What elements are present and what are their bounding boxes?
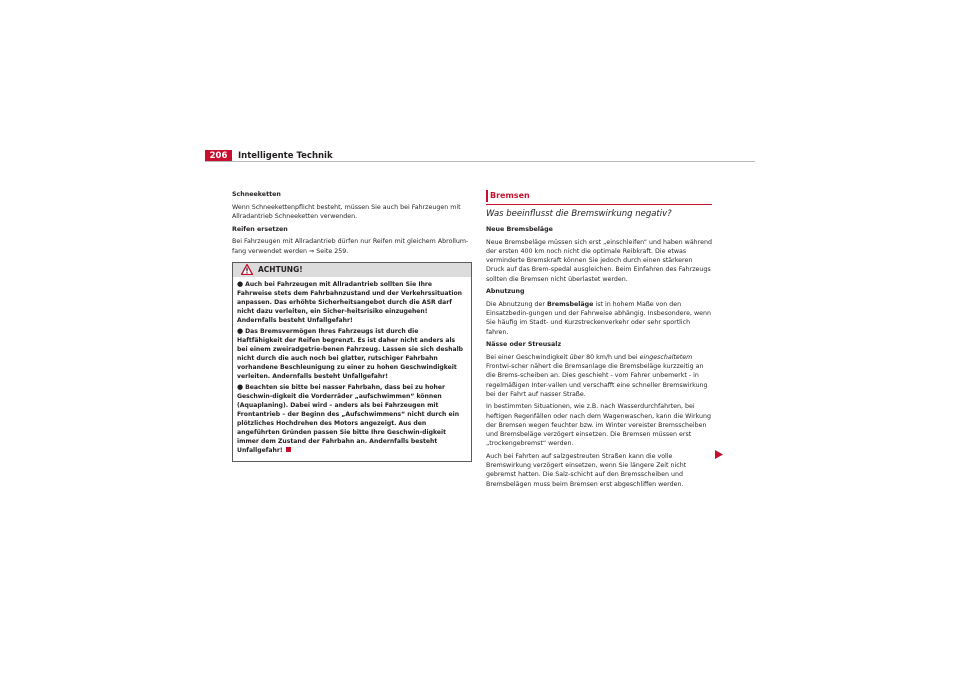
text-schneeketten: Wenn Schneekettenpflicht besteht, müssen Sie auch bei Fahrzeugen mit Allradantrieb Schneeketten verwenden.: [232, 203, 461, 220]
section-tab: [486, 190, 488, 202]
warning-title: ACHTUNG!: [258, 264, 303, 274]
chapter-title: Intelligente Technik: [238, 151, 333, 161]
text-fragment: 80 km/h und bei: [584, 353, 640, 361]
warning-header: [233, 263, 471, 277]
text-emphasis: über: [569, 353, 585, 361]
next-page-arrow-icon: [715, 450, 723, 459]
warning-item: [237, 383, 465, 455]
text-emphasis: eingeschaltetem: [639, 353, 693, 361]
header-rule: [205, 161, 755, 162]
bullet-icon: ●: [237, 326, 244, 335]
text-situationen: In bestimmten Situationen, wie z.B. nach Wasserdurchfahrten, bei heftigen Regenfällen oder nach dem Wagenwaschen, kann die Wirkung der Bremsen wegen feuchter bzw. im Winter vereister Bremsscheiben und Bremsbeläge verzögert einsetzen. Die Bremsen müssen erst „trockengebremst“ werden.: [486, 403, 711, 448]
warning-triangle-icon: [241, 264, 253, 275]
warning-item: [237, 280, 465, 325]
warning-item-text: Beachten sie bitte bei nasser Fahrbahn, dass bei zu hoher Geschwin-digkeit die Vorderräder „aufschwimmen“ können (Aquaplaning). Dabei wird – anders als bei Fahrzeugen mit Frontantrieb – der Beginn des „Aufschwimmens“ nicht durch ein plötzliches Hochdrehen des Motors angezeigt. Aus den angeführten Gründen passen Sie bitte Ihre Geschwin-digkeit immer dem Zustand der Fahrbahn an. Andernfalls besteht Unfallgefahr!: [237, 383, 460, 454]
section-end-marker-icon: [286, 447, 291, 452]
warning-item-text: Auch bei Fahrzeugen mit Allradantrieb sollten Sie Ihre Fahrweise stets dem Fahrbahnzustand und der Verkehrssituation anpassen. Das erhöhte Sicherheitsangebot durch die ASR darf nicht dazu verleiten, ein Sicher-heitsrisiko einzugehen! Andernfalls besteht Unfallgefahr!: [237, 280, 462, 324]
section-question: Was beeinflusst die Bremswirkung negativ?: [486, 209, 672, 219]
warning-box: [232, 262, 472, 462]
heading-schneeketten: Schneeketten: [232, 191, 281, 198]
text-naesse: [486, 353, 712, 399]
text-emphasis: Bremsbeläge: [546, 300, 594, 308]
text-fragment: ist in hohem Maße von den Einsatzbedin-gungen und der Fahrweise abhängig. Insbesondere, wenn Sie häufig im Stadt- und Kurzstreckenverkehr oder sehr sportlich fahren.: [486, 300, 711, 336]
bullet-icon: ●: [237, 382, 244, 391]
section-header: [486, 190, 712, 205]
text-fragment: Bei einer Geschwindigkeit: [486, 353, 570, 361]
bullet-icon: ●: [237, 279, 244, 288]
warning-item-text: Das Bremsvermögen Ihres Fahrzeugs ist durch die Haftfähigkeit der Reifen begrenzt. Es ist daher nicht anders als bei einem zweiradgetrie-benen Fahrzeug. Lassen sie sich deshalb nicht durch die auch noch bei glatter, rutschiger Fahrbahn vorhandene Beschleunigung zu einer zu hohen Geschwindigkeit verleiten. Andernfalls besteht Unfallgefahr!: [237, 327, 464, 380]
text-abnutzung: [486, 300, 712, 337]
page-number: 206: [205, 150, 232, 162]
heading-reifen: Reifen ersetzen: [232, 225, 288, 233]
section-title: Bremsen: [490, 191, 530, 200]
text-streusalz: Auch bei Fahrten auf salzgestreuten Straßen kann die volle Bremswirkung verzögert einsetzen, wenn Sie längere Zeit nicht gebremst hatten. Die Salz-schicht auf den Bremsscheiben und Bremsbelägen muss beim Bremsen erst abgeschliffen werden.: [486, 452, 687, 488]
warning-body: [233, 277, 471, 461]
warning-item: [237, 327, 465, 381]
text-fragment: Die Abnutzung der: [486, 300, 547, 308]
right-column: [486, 190, 712, 492]
heading-neue-bremsbelaege: Neue Bremsbeläge: [486, 226, 553, 233]
heading-naesse: Nässe oder Streusalz: [486, 341, 562, 349]
text-neue-bremsbelaege: Neue Bremsbeläge müssen sich erst „einschleifen“ und haben während der ersten 400 km noch nicht die optimale Reibkraft. Die etwas verminderte Bremskraft können Sie jedoch durch einen stärkeren Druck auf das Brem-spedal ausgleichen. Beim Einfahren des Fahrzeugs sollten die Bremsen nicht überlastet werden.: [486, 238, 712, 283]
text-reifen: Bei Fahrzeugen mit Allradantrieb dürfen nur Reifen mit gleichem Abrollum-fang verwendet werden ⇒ Seite 259.: [232, 238, 469, 255]
heading-abnutzung: Abnutzung: [486, 288, 525, 296]
left-column: [232, 190, 472, 462]
text-fragment: Frontwi-scher nähert die Bremsanlage die Bremsbeläge kurzzeitig an die Brems-scheiben an. Dies geschieht - vom Fahrer unbemerkt - in regelmäßigen Inter-vallen und verschafft eine schneller Bremswirkung bei der Fahrt auf nasser Straße.: [486, 363, 708, 398]
